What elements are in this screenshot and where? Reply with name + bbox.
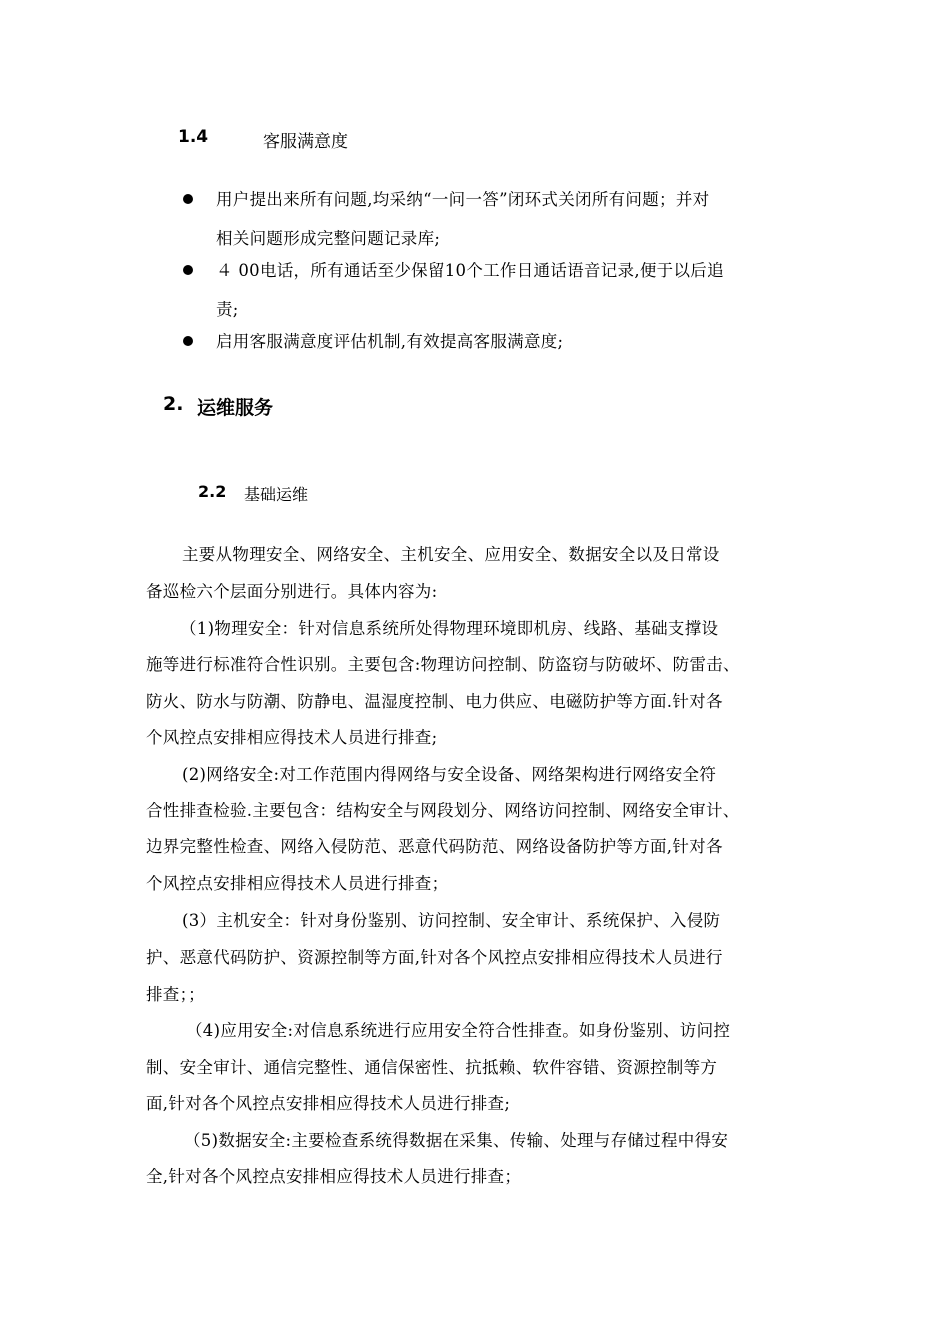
paragraph-line: 备巡检六个层面分别进行。具体内容为:: [146, 582, 438, 601]
section-2-2-number: 2.2: [198, 482, 227, 501]
paragraph-line: （1)物理安全：针对信息系统所处得物理环境即机房、线路、基础支撑设: [180, 619, 719, 638]
paragraph-line: 个风控点安排相应得技术人员进行排查;: [146, 728, 438, 747]
paragraph-line: （4)应用安全:对信息系统进行应用安全符合性排查。如身份鉴别、访问控: [186, 1021, 731, 1040]
paragraph-line: 排查；；: [146, 985, 205, 1004]
bullet-icon: [183, 265, 193, 275]
bullet-icon: [183, 194, 193, 204]
paragraph-line: 施等进行标准符合性识别。主要包含:物理访问控制、防盗窃与防破坏、防雷击、: [146, 655, 740, 674]
bullet-2-line-2: 责;: [216, 300, 239, 319]
paragraph-line: 边界完整性检查、网络入侵防范、恶意代码防范、网络设备防护等方面,针对各: [146, 837, 723, 856]
paragraph-line: 全,针对各个风控点安排相应得技术人员进行排查；: [146, 1167, 522, 1186]
section-2-number: 2.: [163, 393, 184, 415]
paragraph-line: 个风控点安排相应得技术人员进行排查；: [146, 874, 449, 893]
section-1-4-number: 1.4: [178, 127, 209, 147]
section-1-4-title: 客服满意度: [263, 132, 348, 152]
paragraph-line: （5)数据安全:主要检查系统得数据在采集、传输、处理与存储过程中得安: [184, 1131, 729, 1150]
bullet-2-line-1: ４ 00电话，所有通话至少保留10个工作日通话语音记录,便于以后追: [216, 261, 724, 280]
paragraph-line: (2)网络安全:对工作范围内得网络与安全设备、网络架构进行网络安全符: [182, 765, 717, 784]
paragraph-line: 合性排查检验.主要包含：结构安全与网段划分、网络访问控制、网络安全审计、: [146, 801, 740, 820]
bullet-3-line-1: 启用客服满意度评估机制,有效提高客服满意度;: [216, 332, 564, 351]
paragraph-line: 护、恶意代码防护、资源控制等方面,针对各个风控点安排相应得技术人员进行: [146, 948, 723, 967]
paragraph-line: 防火、防水与防潮、防静电、温湿度控制、电力供应、电磁防护等方面.针对各: [146, 692, 723, 711]
paragraph-line: (3）主机安全：针对身份鉴别、访问控制、安全审计、系统保护、入侵防: [182, 911, 721, 930]
section-2-title: 运维服务: [197, 397, 274, 419]
section-2-2-title: 基础运维: [244, 485, 309, 504]
bullet-1-line-2: 相关问题形成完整问题记录库;: [216, 229, 441, 248]
paragraph-line: 制、安全审计、通信完整性、通信保密性、抗抵赖、软件容错、资源控制等方: [146, 1058, 718, 1077]
paragraph-line: 主要从物理安全、网络安全、主机安全、应用安全、数据安全以及日常设: [182, 545, 720, 564]
bullet-icon: [183, 336, 193, 346]
paragraph-line: 面,针对各个风控点安排相应得技术人员进行排查;: [146, 1094, 511, 1113]
bullet-1-line-1: 用户提出来所有问题,均采纳“一问一答”闭环式关闭所有问题；并对: [216, 190, 710, 209]
